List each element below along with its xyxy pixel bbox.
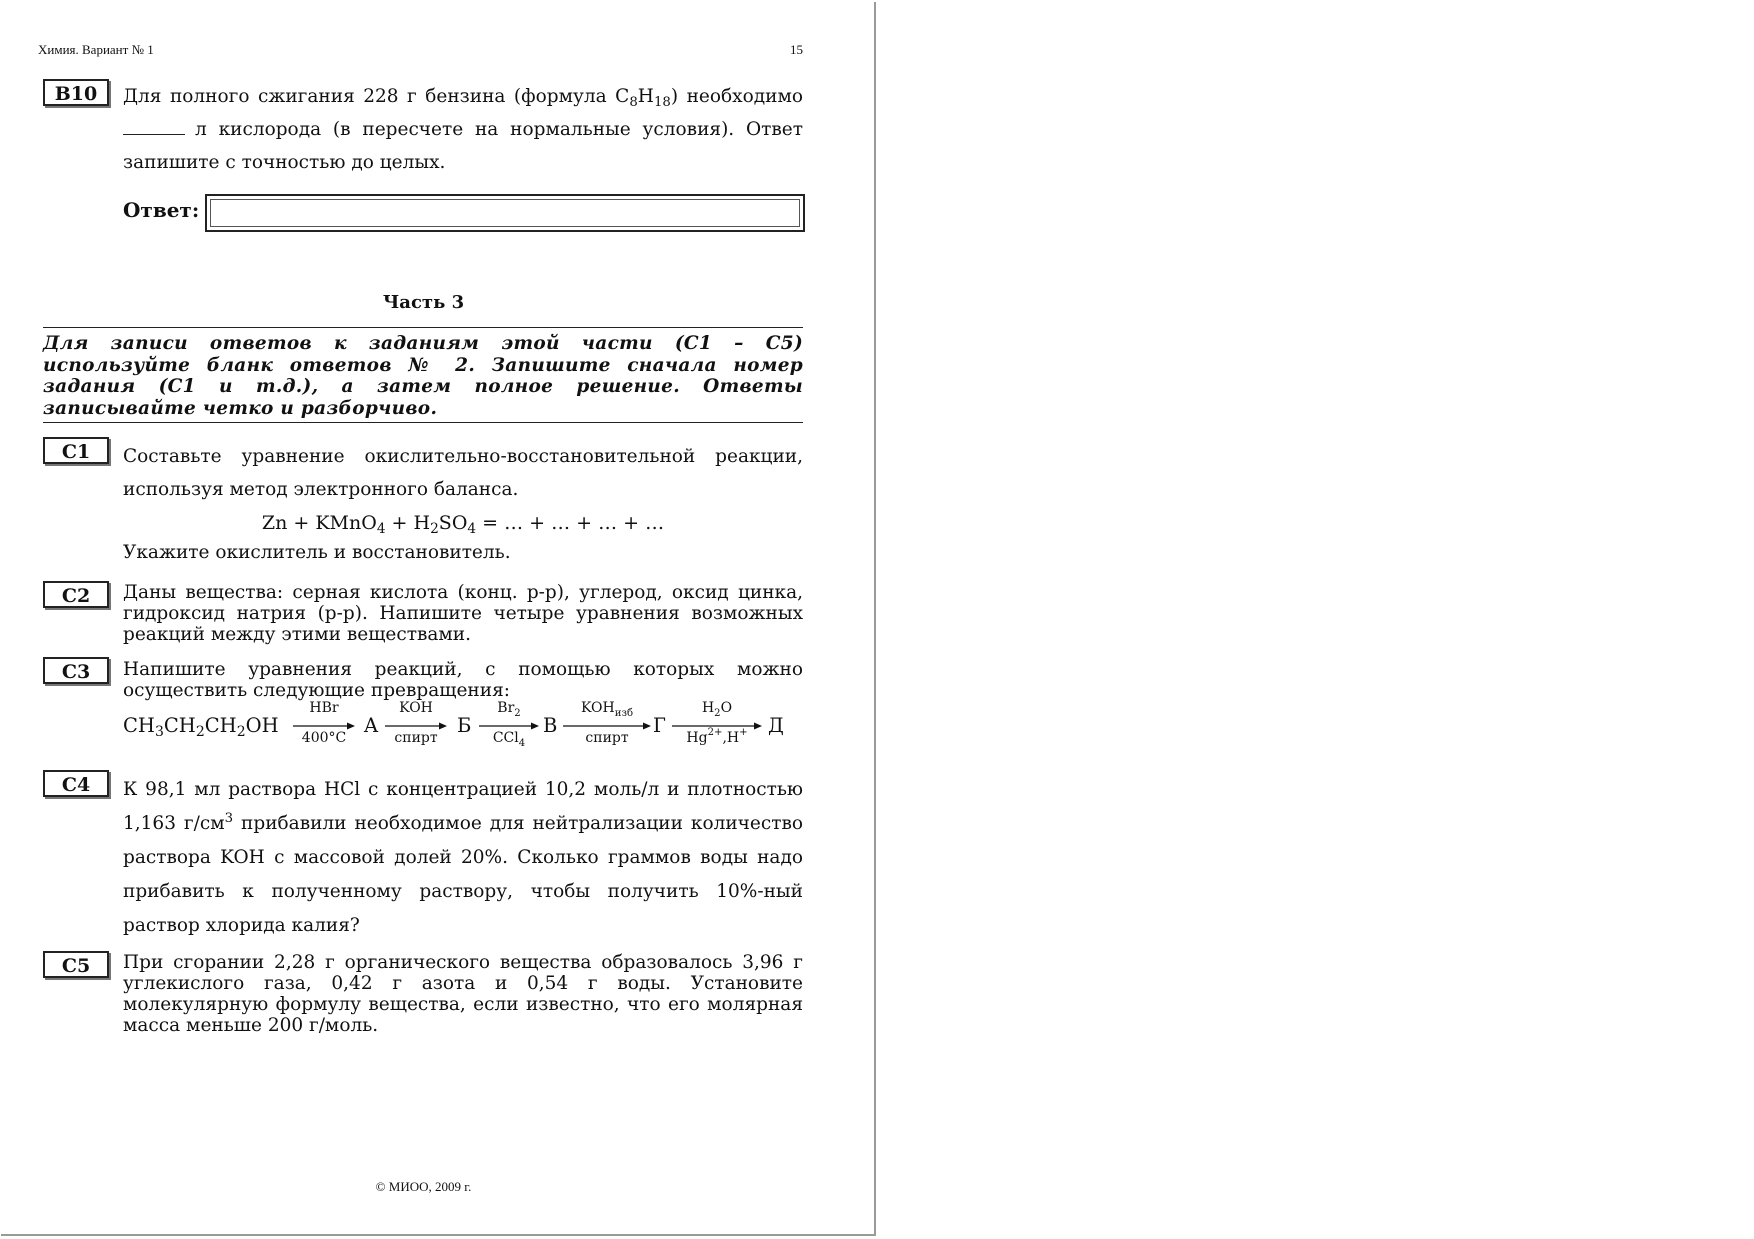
answer-blank	[123, 119, 185, 135]
chain-product-b: Б	[457, 714, 472, 737]
chain-product-a: A	[364, 714, 379, 737]
c5-line2: углекислого газа, 0,42 г азота и 0,54 г воды. Установите	[123, 973, 803, 994]
task-label-b10: B10	[43, 79, 109, 106]
c3-line2: осуществить следующие превращения:	[123, 680, 510, 701]
header-title: Химия. Вариант № 1	[38, 42, 154, 57]
task-label-c3: С3	[43, 657, 109, 684]
b10-line3: запишите с точностью до целых.	[123, 152, 446, 173]
divider-bottom	[43, 422, 803, 423]
instr-line1: Для записи ответов к заданиям этой части (С1 – С5)	[43, 333, 803, 354]
c2-line2: гидроксид натрия (р-р). Напишите четыре уравнения возможных	[123, 603, 803, 624]
chain-product-v: В	[543, 714, 558, 737]
chain-product-d: Д	[768, 714, 784, 737]
chain-product-g: Г	[653, 714, 666, 737]
chain-start: $CH_3CH_2CH_2OH$	[123, 714, 279, 740]
task-c1-text	[123, 440, 803, 506]
c1-line3: Укажите окислитель и восстановитель.	[123, 542, 511, 563]
c3-line1: Напишите уравнения реакций, с помощью которых можно	[123, 659, 803, 680]
c4-line2: 1,163 $г/см^3$ прибавили необходимое для нейтрализации количество	[123, 811, 804, 834]
c5-line3: молекулярную формулу вещества, если известно, что его молярная	[123, 994, 803, 1015]
arrow-1: HBr 400°C	[293, 696, 355, 752]
task-label-c5: С5	[43, 951, 109, 978]
task-label-c1: С1	[43, 437, 109, 464]
arrow-2: KOH спирт	[385, 696, 447, 752]
c1-line2: используя метод электронного баланса.	[123, 479, 519, 500]
c4-line5: раствор хлорида калия?	[123, 915, 360, 936]
instr-line2: используйте бланк ответов № 2. Запишите сначала номер	[43, 354, 803, 376]
instr-line4: записывайте четко и разборчиво.	[43, 397, 438, 419]
c1-line1: Составьте уравнение окислительно-восстановительной реакции,	[123, 446, 803, 467]
c1-equation: Zn + KMnO$_4$ + $H_2SO_4$ = … + … + … + …	[261, 512, 665, 537]
page-number: 15	[790, 42, 803, 57]
answer-label: Ответ:	[123, 198, 200, 222]
document-page	[1, 2, 876, 1236]
task-b10-text	[123, 80, 803, 179]
task-c4-text	[123, 773, 803, 943]
c4-line1: К 98,1 мл раствора HCl с концентрацией 10,2 моль/л и плотностью	[123, 779, 803, 800]
answer-input-box[interactable]	[205, 194, 805, 232]
c5-line4: масса меньше 200 г/моль.	[123, 1015, 379, 1036]
c4-line3: раствора KOH с массовой долей 20%. Сколько граммов воды надо	[123, 847, 803, 868]
part3-instructions	[43, 333, 803, 419]
c2-line3: реакций между этими веществами.	[123, 624, 472, 645]
task-label-c4: С4	[43, 770, 109, 797]
c2-line1: Даны вещества: серная кислота (конц. р-р), углерод, оксид цинка,	[123, 582, 803, 603]
arrow-4: $KOH_{изб}$ спирт	[563, 696, 651, 752]
arrow-5: $H_2O$ $Hg^{2+},H^+$	[672, 696, 762, 752]
c4-line4: прибавить к полученному раствору, чтобы получить 10%-ный	[123, 881, 803, 902]
divider-top	[43, 327, 803, 328]
footer-copyright: © МИОО, 2009 г.	[375, 1179, 472, 1194]
arrow-3: $Br_2$ CCl$_4$	[479, 696, 539, 752]
task-c5-text	[123, 952, 803, 1036]
task-c2-text	[123, 582, 803, 645]
instr-line3: задания (С1 и т.д.), а затем полное решение. Ответы	[43, 376, 803, 397]
task-c3-text	[123, 659, 803, 701]
part-title: Часть 3	[382, 292, 465, 313]
b10-line2: л кислорода (в пересчете на нормальные условия). Ответ	[123, 113, 803, 146]
task-label-c2: С2	[43, 581, 109, 608]
c3-transformation-chain	[123, 696, 823, 752]
b10-line1: Для полного сжигания 228 г бензина (формула $C_8H_{18}$) необходимо	[123, 86, 803, 110]
c5-line1: При сгорании 2,28 г органического вещества образовалось 3,96 г	[123, 952, 803, 973]
